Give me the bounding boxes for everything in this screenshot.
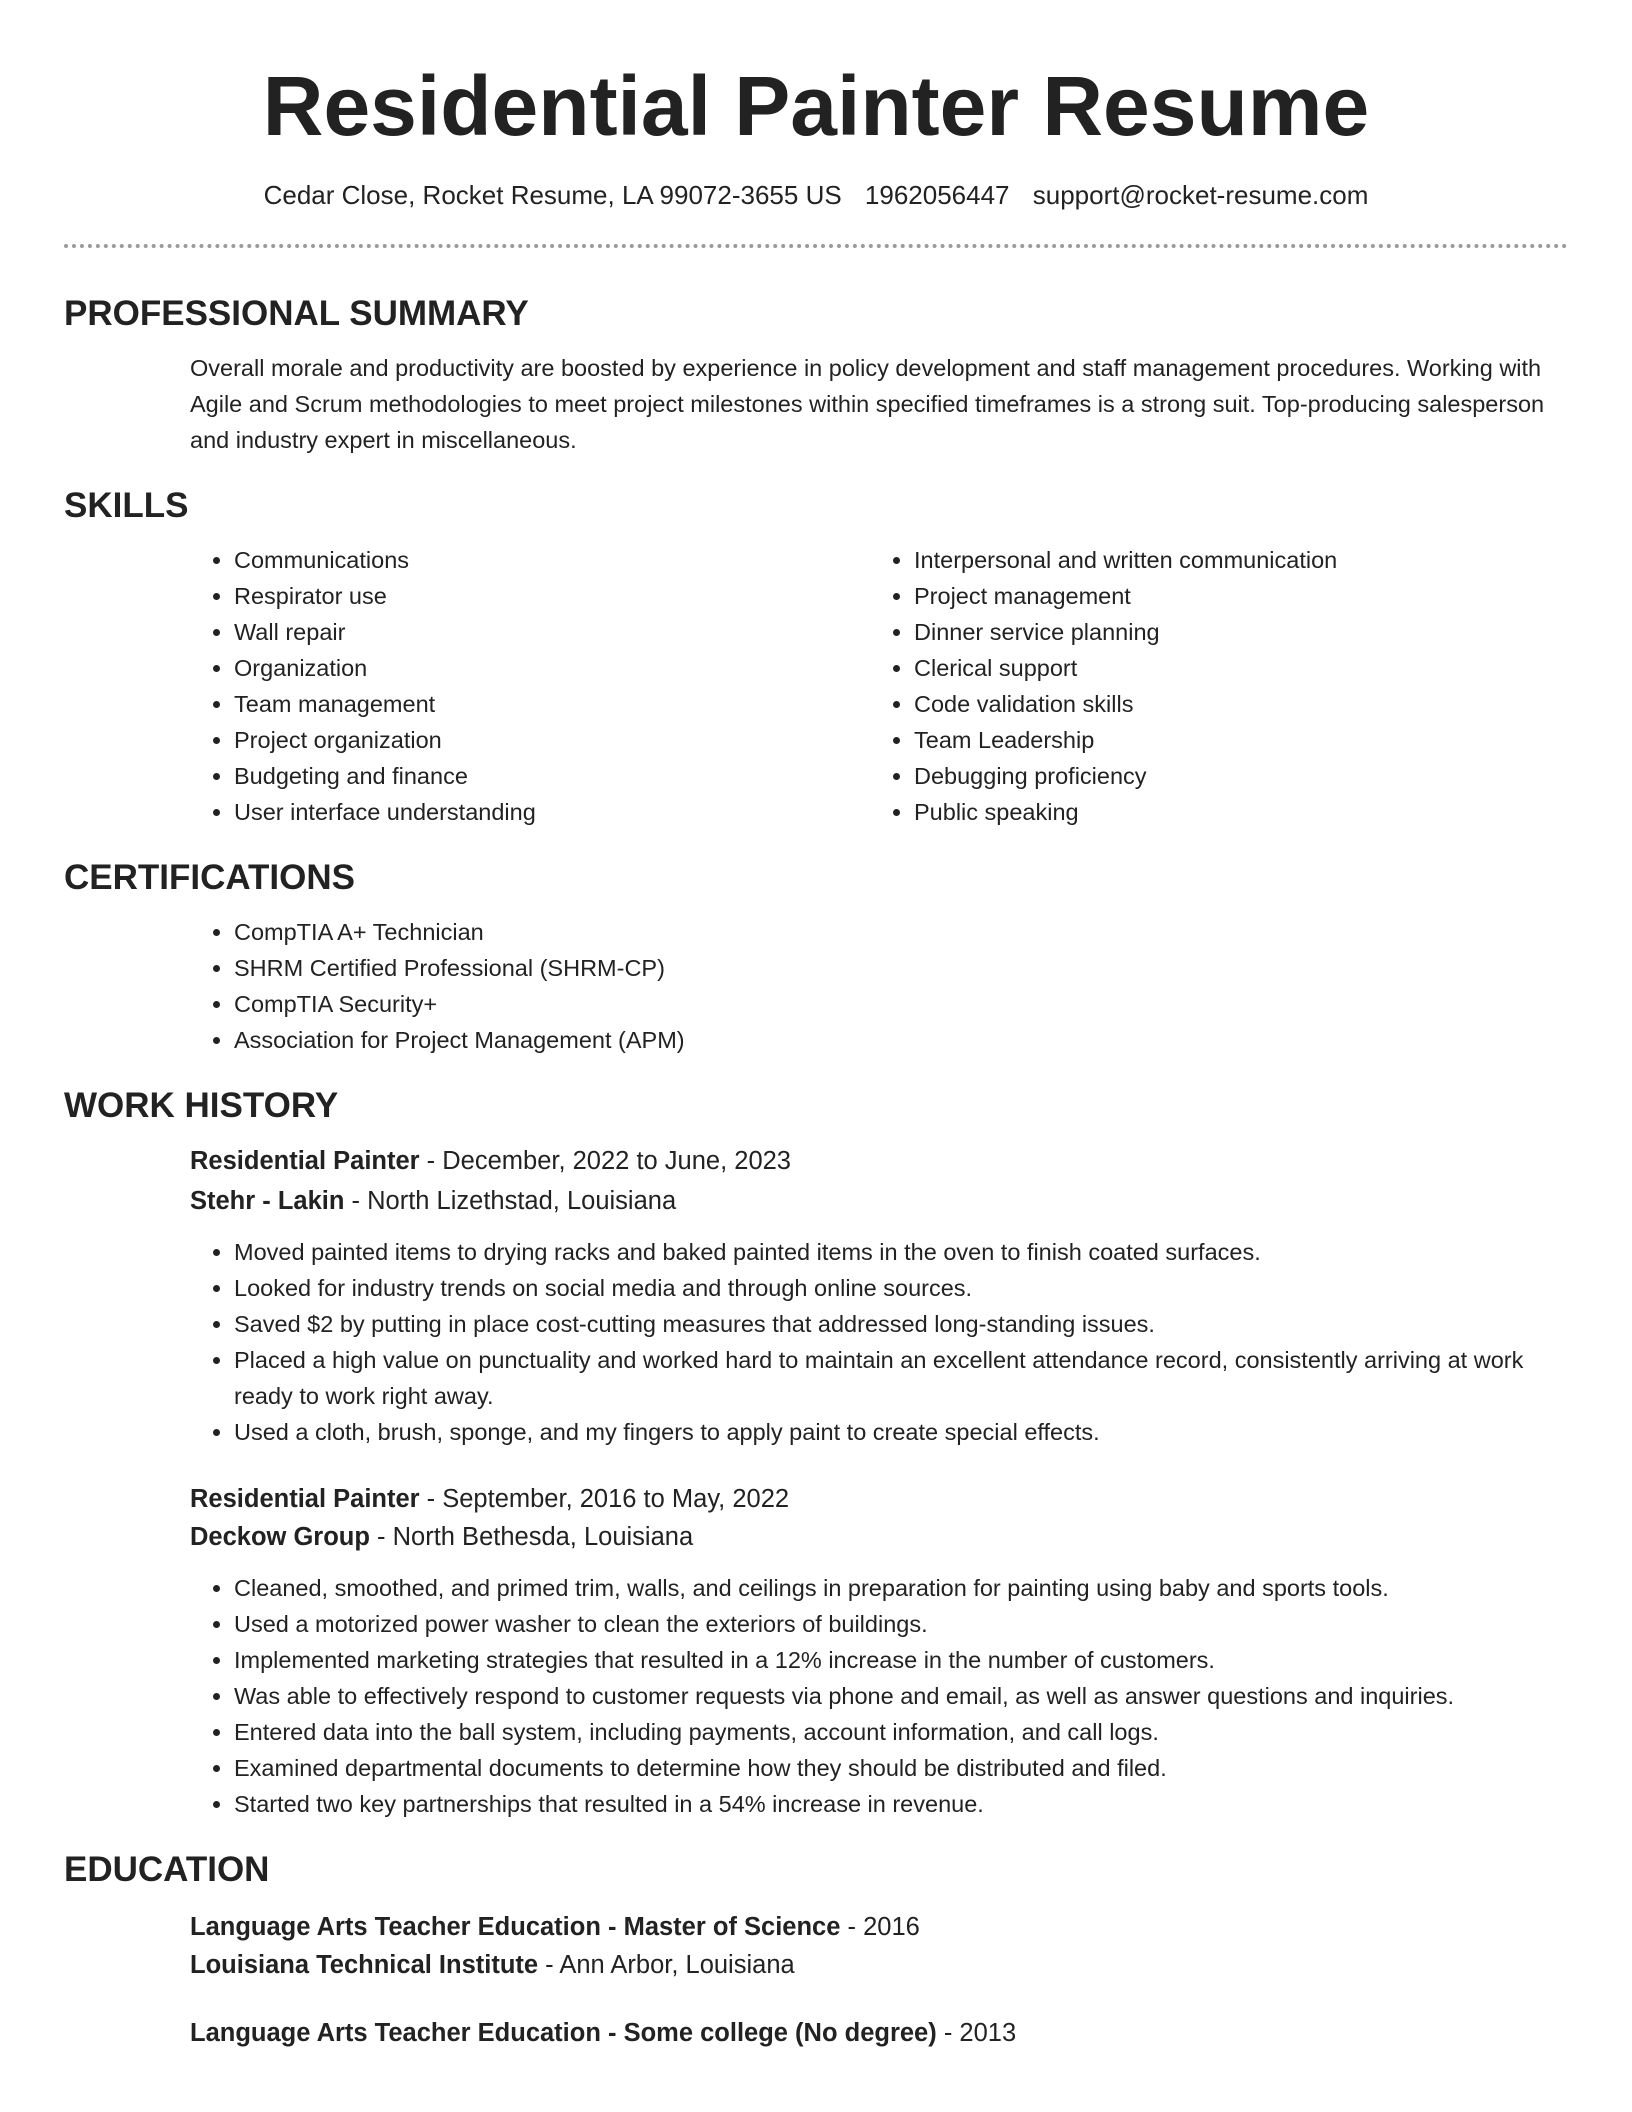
list-item: • Placed a high value on punctuality and worked hard to maintain an excellent attendance record, consistently arriving at work ready to work right away. — [234, 1342, 1568, 1414]
job-location: - North Bethesda, Louisiana — [369, 1523, 694, 1551]
summary-heading: PROFESSIONAL SUMMARY — [64, 294, 529, 333]
job-location: - North Lizethstad, Louisiana — [344, 1187, 677, 1215]
list-item: • Team management — [234, 686, 870, 722]
job-company: Stehr - Lakin — [190, 1187, 345, 1215]
education-school: Louisiana Technical Institute — [190, 1951, 539, 1979]
list-item: • Organization — [234, 650, 870, 686]
certifications-section — [190, 914, 1568, 1058]
job-entry — [190, 1142, 1568, 1450]
list-item: • Project organization — [234, 722, 870, 758]
education-year: - 2013 — [936, 2019, 1017, 2047]
skills-column-right — [870, 542, 1550, 830]
list-item: • Association for Project Management (APM) — [234, 1022, 1568, 1058]
education-school-line — [190, 1946, 1568, 1984]
list-item: • Interpersonal and written communication — [914, 542, 1550, 578]
list-item: • Moved painted items to drying racks and baked painted items in the oven to finish coated surfaces. — [234, 1234, 1568, 1270]
list-item: • Dinner service planning — [914, 614, 1550, 650]
education-entry — [190, 2014, 1568, 2052]
skills-section — [190, 542, 1568, 830]
summary-text: Overall morale and productivity are boosted by experience in policy development and staff management procedures. Working with Agile and Scrum methodologies to meet project milestones within specified timeframes is a strong suit. Top-producing salesperson and industry expert in miscellaneous. — [190, 355, 1545, 453]
job-title-line — [190, 1142, 1568, 1180]
work-history-heading: WORK HISTORY — [64, 1086, 339, 1125]
list-item: • Entered data into the ball system, including payments, account information, and call logs. — [234, 1714, 1568, 1750]
summary-section — [190, 350, 1568, 458]
resume-title: Residential Painter Resume — [262, 59, 1370, 153]
education-degree: Language Arts Teacher Education - Some college (No degree) — [190, 2019, 937, 2047]
list-item: • Started two key partnerships that resulted in a 54% increase in revenue. — [234, 1786, 1568, 1822]
header-divider — [64, 244, 1568, 248]
job-role: Residential Painter — [190, 1147, 420, 1175]
list-item: • Public speaking — [914, 794, 1550, 830]
certifications-list — [190, 914, 1568, 1058]
list-item: • Wall repair — [234, 614, 870, 650]
list-item: • Debugging proficiency — [914, 758, 1550, 794]
skills-column-left — [190, 542, 870, 830]
list-item: • Implemented marketing strategies that resulted in a 12% increase in the number of customers. — [234, 1642, 1568, 1678]
list-item: • User interface understanding — [234, 794, 870, 830]
list-item: • Code validation skills — [914, 686, 1550, 722]
education-section — [190, 1908, 1568, 2052]
education-degree-line — [190, 2014, 1568, 2052]
certifications-heading: CERTIFICATIONS — [64, 858, 356, 897]
list-item: • Examined departmental documents to determine how they should be distributed and filed. — [234, 1750, 1568, 1786]
job-dates: - September, 2016 to May, 2022 — [419, 1485, 790, 1513]
job-dates: - December, 2022 to June, 2023 — [419, 1147, 791, 1175]
list-item: • Looked for industry trends on social media and through online sources. — [234, 1270, 1568, 1306]
education-degree-line — [190, 1908, 1568, 1946]
job-duties-list — [190, 1234, 1568, 1450]
education-entry — [190, 1908, 1568, 1984]
job-role: Residential Painter — [190, 1485, 420, 1513]
list-item: • Saved $2 by putting in place cost-cutting measures that addressed long-standing issues. — [234, 1306, 1568, 1342]
list-item: • Budgeting and finance — [234, 758, 870, 794]
work-history-section — [190, 1142, 1568, 1822]
education-heading: EDUCATION — [64, 1850, 270, 1889]
list-item: • Respirator use — [234, 578, 870, 614]
list-item: • Communications — [234, 542, 870, 578]
job-company: Deckow Group — [190, 1523, 370, 1551]
education-location: - Ann Arbor, Louisiana — [538, 1951, 795, 1979]
job-title-line — [190, 1480, 1568, 1518]
list-item: • Cleaned, smoothed, and primed trim, walls, and ceilings in preparation for painting using baby and sports tools. — [234, 1570, 1568, 1606]
job-company-line — [190, 1518, 1568, 1556]
education-year: - 2016 — [840, 1913, 920, 1941]
list-item: • Clerical support — [914, 650, 1550, 686]
list-item: • Was able to effectively respond to customer requests via phone and email, as well as answer questions and inquiries. — [234, 1678, 1568, 1714]
list-item: • SHRM Certified Professional (SHRM-CP) — [234, 950, 1568, 986]
contact-email: support@rocket-resume.com — [1032, 180, 1369, 210]
job-duties-list — [190, 1570, 1568, 1822]
list-item: • Used a cloth, brush, sponge, and my fingers to apply paint to create special effects. — [234, 1414, 1568, 1450]
list-item: • CompTIA A+ Technician — [234, 914, 1568, 950]
job-company-line — [190, 1182, 1568, 1220]
skills-list-right — [870, 542, 1550, 830]
list-item: • CompTIA Security+ — [234, 986, 1568, 1022]
education-degree: Language Arts Teacher Education - Master of Science — [190, 1913, 841, 1941]
skills-heading: SKILLS — [64, 486, 189, 525]
contact-line — [64, 178, 1568, 212]
list-item: • Team Leadership — [914, 722, 1550, 758]
list-item: • Project management — [914, 578, 1550, 614]
skills-list-left — [190, 542, 870, 830]
contact-phone: 1962056447 — [864, 180, 1010, 210]
resume-page — [64, 0, 1568, 2052]
list-item: • Used a motorized power washer to clean the exteriors of buildings. — [234, 1606, 1568, 1642]
contact-address: Cedar Close, Rocket Resume, LA 99072-3655 US — [263, 180, 842, 210]
job-entry — [190, 1480, 1568, 1822]
